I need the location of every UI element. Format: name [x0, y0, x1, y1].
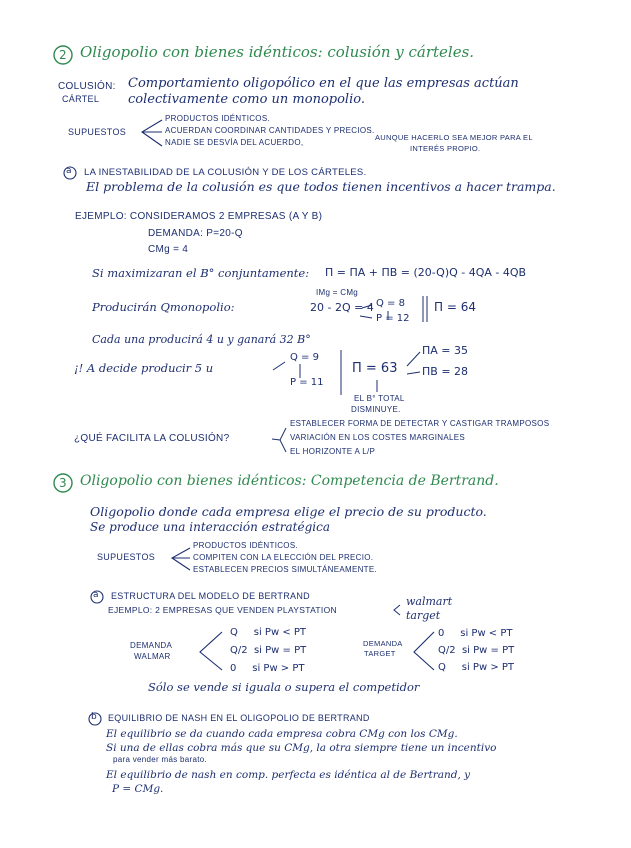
supuestos-brace [142, 120, 162, 146]
supuesto-3-cont: AUNQUE HACERLO SEA MEJOR PARA EL [375, 133, 533, 142]
cmg-line: CMg = 4 [148, 244, 189, 255]
colusion-def-line2: colectivamente como un monopolio. [128, 92, 365, 107]
equilibrio-point-3: El equilibrio de nash en comp. perfecta es idéntica al de Bertrand, y [106, 769, 471, 781]
facilita-1: ESTABLECER FORMA DE DETECTAR Y CASTIGAR TRAMPOSOS [290, 419, 550, 428]
supuesto-1: PRODUCTOS IDÉNTICOS. [165, 114, 270, 123]
target-demand-case-2: Q/2 si Pw = PT [438, 645, 515, 656]
subsection-a2-letter: a [93, 590, 99, 600]
subsection-b-letter: b [91, 712, 97, 722]
walmart-demand-case-2: Q/2 si Pw = PT [230, 645, 307, 656]
equilibrio-point-3-cont: P = CMg. [112, 783, 164, 795]
cada-una-line: Cada una producirá 4 u y ganará 32 B° [92, 333, 311, 346]
facilita-colusion-question: ¿QUÉ FACILITA LA COLUSIÓN? [74, 433, 230, 444]
demanda-walmart-1: DEMANDA [130, 641, 173, 650]
supuesto-3-cont2: INTERÉS PROPIO. [410, 144, 481, 153]
a-decide-line: ¡! A decide producir 5 u [74, 361, 214, 375]
supuestos-label: SUPUESTOS [68, 127, 127, 137]
p-twelve: P = 12 [376, 313, 410, 324]
demanda-walmart-2: WALMAR [134, 652, 171, 661]
bertrand-def-line2: Se produce una interacción estratégica [90, 520, 330, 534]
estructura-ejemplo: EJEMPLO: 2 EMPRESAS QUE VENDEN PLAYSTATION [108, 605, 337, 615]
section-3-number: 3 [59, 476, 67, 490]
demanda-target-2: TARGET [364, 649, 396, 658]
supuesto-b-3: ESTABLECEN PRECIOS SIMULTÁNEAMENTE. [193, 565, 378, 574]
walmart-demand-case-1: Q si Pw < PT [230, 627, 307, 638]
demanda-line: DEMANDA: P=20-Q [148, 228, 243, 239]
supuesto-b-1: PRODUCTOS IDÉNTICOS. [193, 541, 298, 550]
q-eight: Q = 8 [376, 298, 405, 309]
subsection-a-letter: a [66, 166, 72, 176]
profit-64: Π = 64 [434, 300, 476, 314]
img-cmg-note: IMg = CMg [316, 288, 359, 297]
facilita-2: VARIACIÓN EN LOS COSTES MARGINALES [290, 433, 465, 442]
supuesto-2: ACUERDAN COORDINAR CANTIDADES Y PRECIOS. [165, 126, 375, 135]
target-demand-case-3: Q si Pw > PT [438, 662, 515, 673]
equilibrio-nash-title: EQUILIBRIO DE NASH EN EL OLIGOPOLIO DE BERTRAND [108, 713, 370, 723]
p-eleven: P = 11 [290, 377, 324, 388]
section-3-title: Oligopolio con bienes idénticos: Competencia de Bertrand. [80, 473, 499, 489]
producir-monopolio-line: Producirán Qmonopolio: [92, 300, 235, 314]
equilibrio-point-1: El equilibrio se da cuando cada empresa cobra CMg con los CMg. [106, 728, 458, 740]
q-nine: Q = 9 [290, 352, 319, 363]
profit-equation: Π = ΠA + ΠB = (20-Q)Q - 4QA - 4QB [325, 266, 527, 279]
walmart-label: walmart [406, 595, 453, 608]
supuestos-label-2: SUPUESTOS [97, 552, 156, 562]
total-profit-note-1: EL B° TOTAL [354, 394, 405, 403]
inestabilidad-text: El problema de la colusión es que todos tienen incentivos a hacer trampa. [86, 179, 556, 194]
section-2-number: 2 [59, 48, 67, 62]
maximizar-line: Si maximizaran el B° conjuntamente: [92, 266, 310, 280]
monopolio-equation: 20 - 2Q = 4 [310, 301, 374, 314]
supuesto-3: NADIE SE DESVÍA DEL ACUERDO, [165, 138, 304, 147]
total-profit-note-2: DISMINUYE. [351, 405, 401, 414]
facilita-3: EL HORIZONTE A L/P [290, 447, 376, 456]
inestabilidad-title: LA INESTABILIDAD DE LA COLUSIÓN Y DE LOS CÁRTELES. [84, 167, 367, 178]
equilibrio-point-2: Si una de ellas cobra más que su CMg, la otra siempre tiene un incentivo [106, 742, 497, 754]
profit-a-35: ΠA = 35 [422, 344, 469, 357]
walmart-demand-case-3: 0 si Pw > PT [230, 663, 305, 674]
section-2-title: Oligopolio con bienes idénticos: colusión y cárteles. [80, 43, 475, 61]
ejemplo-line: EJEMPLO: CONSIDERAMOS 2 EMPRESAS (A Y B) [75, 211, 323, 222]
estructura-title: ESTRUCTURA DEL MODELO DE BERTRAND [111, 591, 310, 601]
colusion-label: COLUSIÓN: [58, 81, 116, 92]
target-demand-case-1: 0 si Pw < PT [438, 628, 513, 639]
demanda-target-1: DEMANDA [363, 639, 403, 648]
profit-b-28: ΠB = 28 [422, 365, 469, 378]
bertrand-def-line1: Oligopolio donde cada empresa elige el precio de su producto. [90, 504, 487, 519]
cartel-label: CÁRTEL [62, 94, 100, 104]
supuesto-b-2: COMPITEN CON LA ELECCIÓN DEL PRECIO. [193, 553, 374, 562]
target-label: target [406, 609, 441, 622]
equilibrio-point-2-cont: para vender más barato. [113, 755, 208, 764]
colusion-def-line1: Comportamiento oligopólico en el que las empresas actúan [128, 76, 519, 91]
solo-se-vende-note: Sólo se vende si iguala o supera el competidor [148, 680, 420, 694]
profit-63: Π = 63 [352, 361, 398, 376]
